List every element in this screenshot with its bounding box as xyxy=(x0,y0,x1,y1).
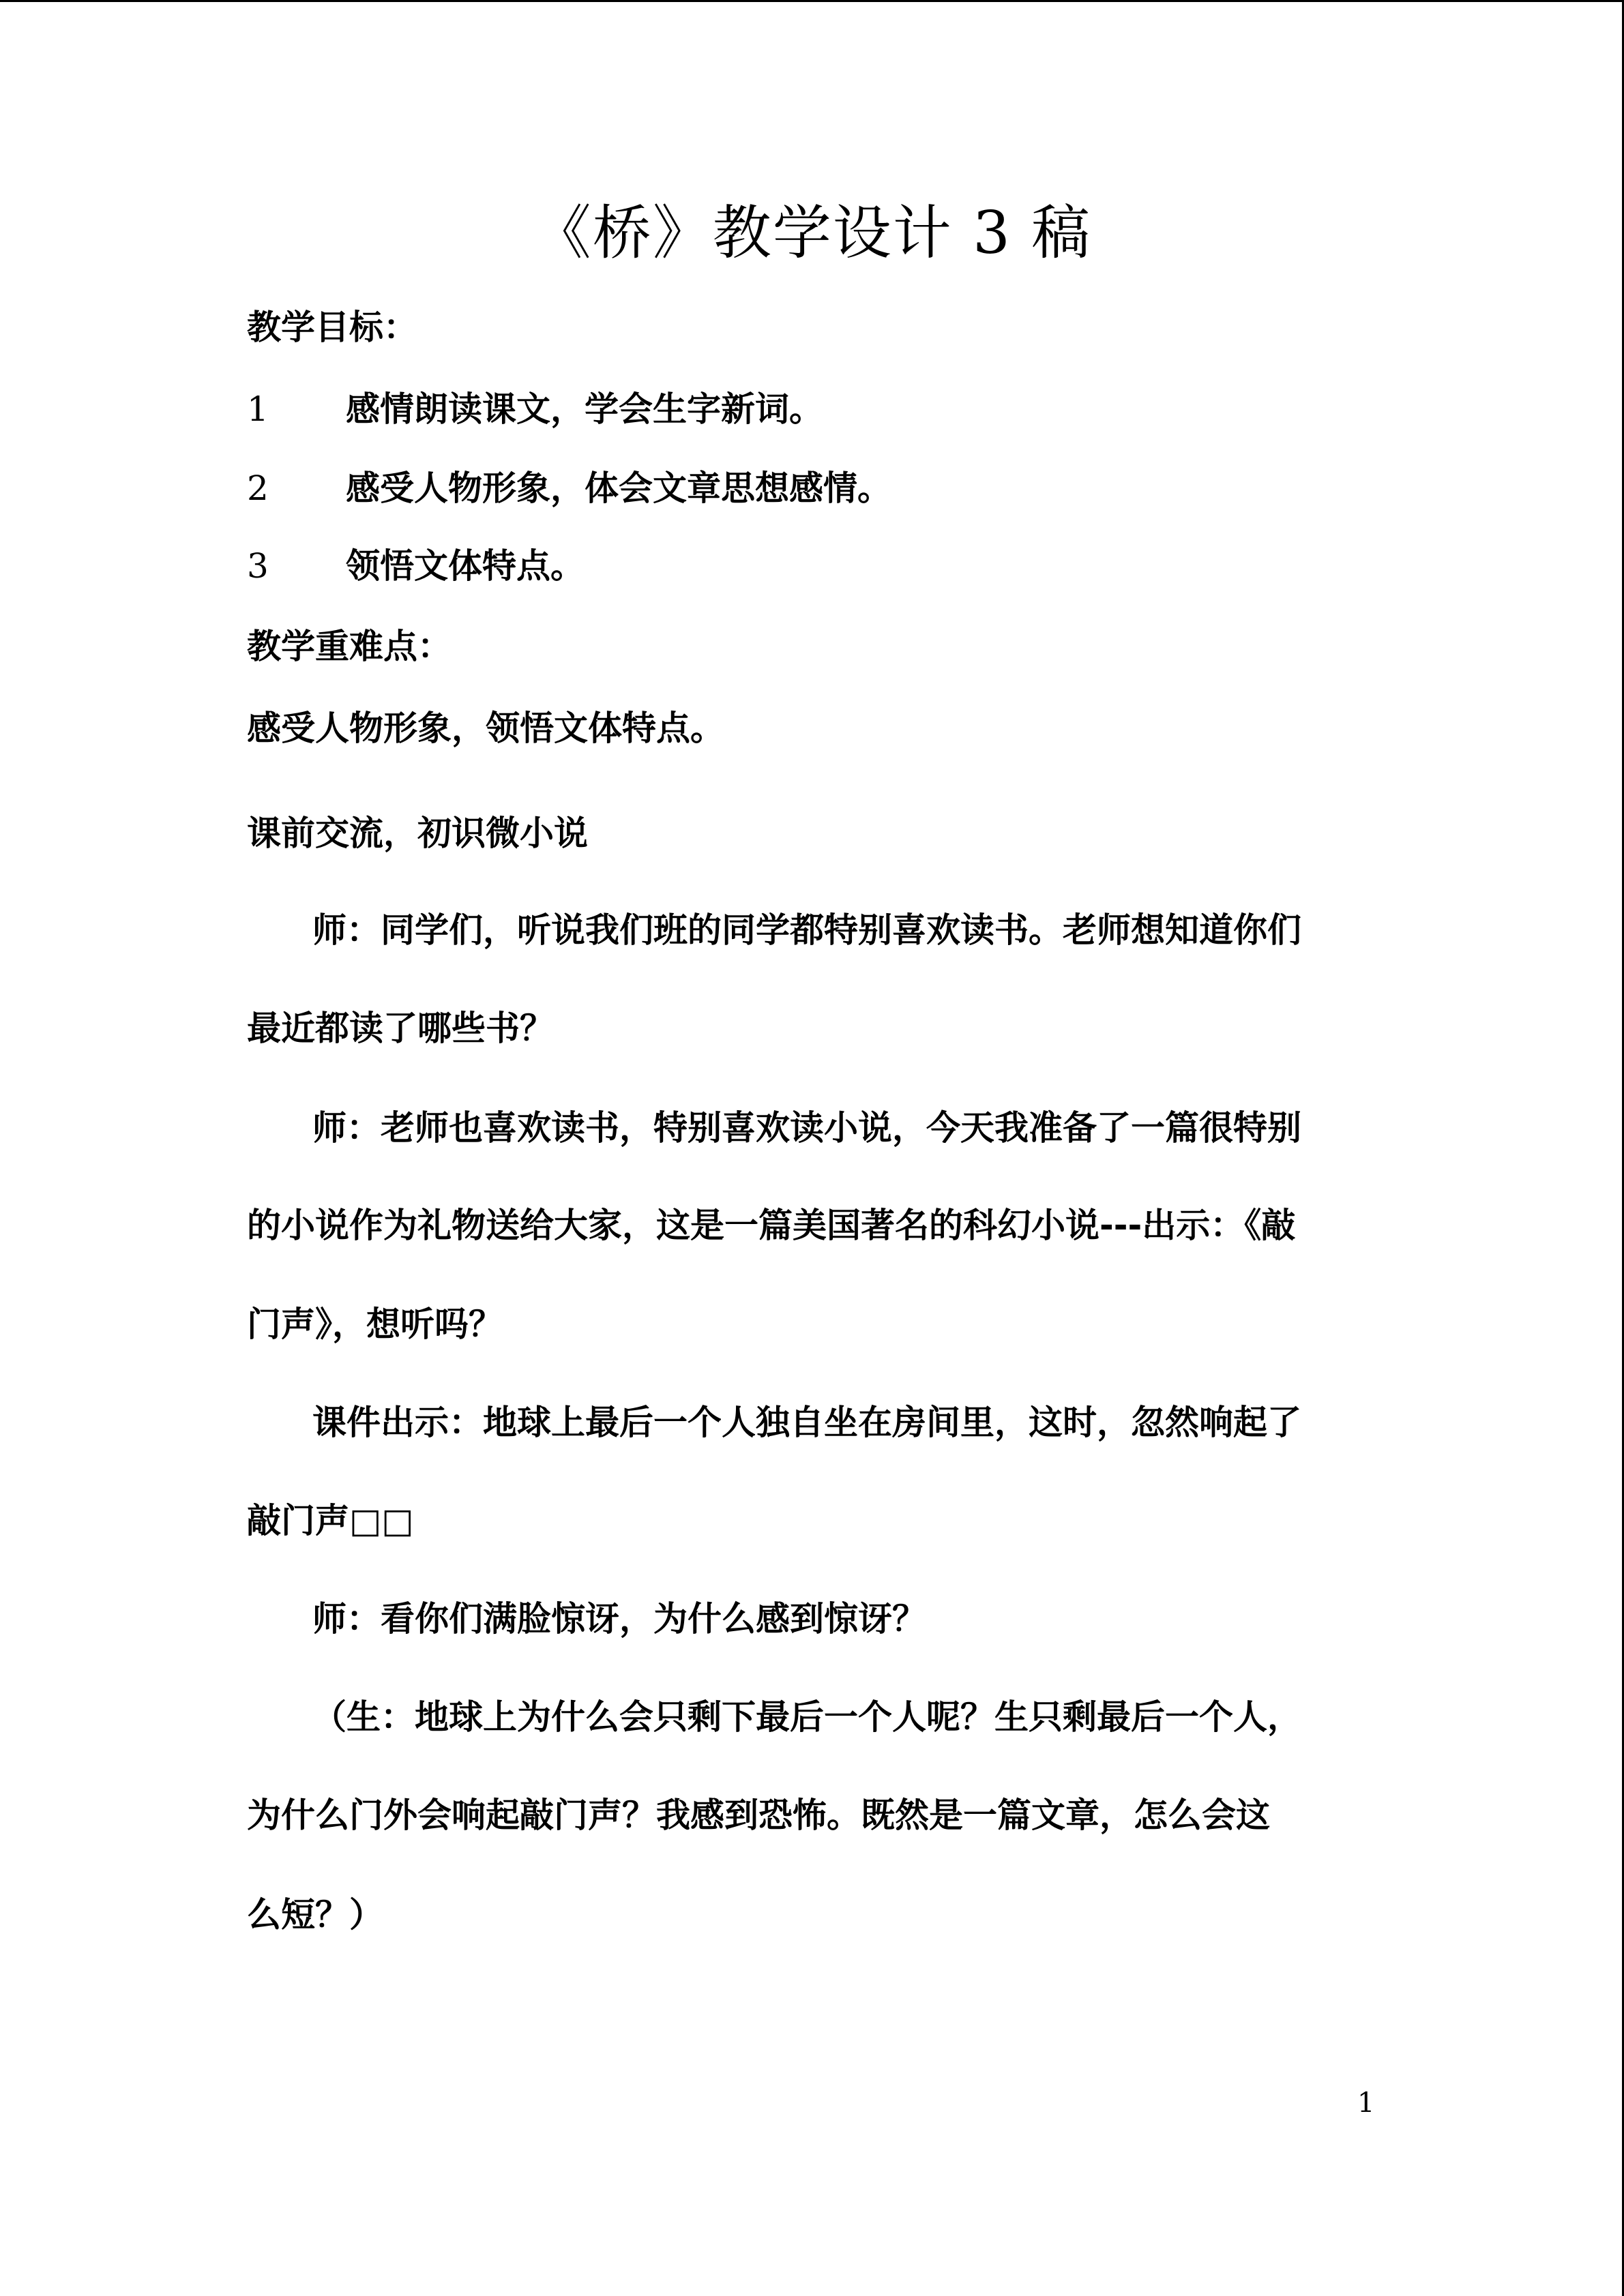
paragraph-line: 课件出示：地球上最后一个人独自坐在房间里，这时，忽然响起了 xyxy=(312,1403,1301,1442)
paragraph-line: 师：看你们满脸惊讶，为什么感到惊讶？ xyxy=(312,1599,926,1639)
objective-text: 领悟文体特点。 xyxy=(346,546,585,586)
page-border-top xyxy=(0,0,1624,2)
section-heading: 课前交流，初识微小说 xyxy=(247,814,588,853)
objective-number: 1 xyxy=(247,389,269,429)
objective-text: 感受人物形象，体会文章思想感情。 xyxy=(346,468,891,508)
objectives-heading: 教学目标： xyxy=(247,308,417,347)
paragraph-line: 师：同学们，听说我们班的同学都特别喜欢读书。老师想知道你们 xyxy=(312,910,1301,950)
objective-number: 2 xyxy=(247,468,269,508)
paragraph-line: （生：地球上为什么会只剩下最后一个人呢？生只剩最后一个人， xyxy=(312,1697,1301,1737)
key-points-heading: 教学重难点： xyxy=(247,627,452,666)
objective-number: 3 xyxy=(247,546,269,586)
paragraph-line: 敲门声□□ xyxy=(247,1501,414,1540)
key-points-text: 感受人物形象，领悟文体特点。 xyxy=(247,709,724,748)
document-title: 《桥》教学设计 3 稿 xyxy=(532,199,1092,267)
objective-item-1 xyxy=(247,387,1379,431)
page-number: 1 xyxy=(1357,2087,1375,2119)
objective-item-2 xyxy=(247,466,1379,510)
objective-text: 感情朗读课文，学会生字新词。 xyxy=(346,389,823,429)
objective-item-3 xyxy=(247,544,1379,588)
paragraph-line: 最近都读了哪些书？ xyxy=(247,1009,554,1048)
paragraph-line: 门声》，想听吗？ xyxy=(247,1304,503,1344)
paragraph-line: 的小说作为礼物送给大家，这是一篇美国著名的科幻小说---出示：《敲 xyxy=(247,1206,1296,1245)
paragraph-line: 师：老师也喜欢读书，特别喜欢读小说，今天我准备了一篇很特别 xyxy=(312,1108,1301,1148)
paragraph-line: 为什么门外会响起敲门声？我感到恐怖。既然是一篇文章，怎么会这 xyxy=(247,1795,1270,1835)
paragraph-line: 么短？） xyxy=(247,1895,383,1935)
